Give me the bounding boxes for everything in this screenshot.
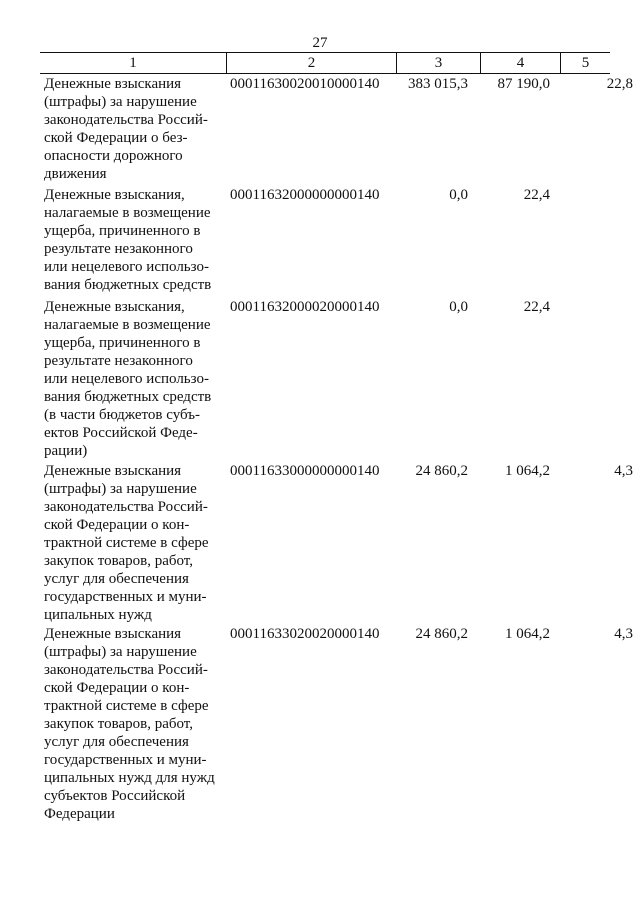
column-header-2: 2: [307, 55, 316, 71]
row-code: 00011633000000000140: [230, 463, 380, 479]
row-value-col3: 0,0: [449, 299, 468, 315]
row-value-col3: 383 015,3: [408, 76, 468, 92]
row-code: 00011632000000000140: [230, 187, 380, 203]
row-description: Денежные взыскания, налагаемые в возмещение ущерба, причиненного в результате незаконного или нецелевого использо- вания бюджетных средств (в части бюджетов субъ- ектов Российской Феде- рации): [44, 299, 212, 459]
row-value-col3: 24 860,2: [415, 463, 468, 479]
row-description: Денежные взыскания (штрафы) за нарушение законодательства Россий- ской Федерации о кон- трактной системе в сфере закупок товаров, работ, услуг для обеспечения государственных и муни- ципальных нужд для нужд субъектов Российской Федерации: [44, 626, 215, 822]
column-header-5: 5: [581, 55, 590, 71]
row-description: Денежные взыскания (штрафы) за нарушение законодательства Россий- ской Федерации о без- опасности дорожного движения: [44, 76, 208, 182]
row-value-col3: 24 860,2: [415, 626, 468, 642]
row-description: Денежные взыскания, налагаемые в возмещение ущерба, причиненного в результате незаконного или нецелевого использо- вания бюджетных средств: [44, 187, 212, 293]
row-value-col5: 4,3: [614, 626, 633, 642]
row-code: 00011632000020000140: [230, 299, 380, 315]
column-header-3: 3: [434, 55, 443, 71]
column-header-1: 1: [129, 55, 137, 71]
row-value-col3: 0,0: [449, 187, 468, 203]
row-code: 00011633020020000140: [230, 626, 380, 642]
row-value-col4: 1 064,2: [505, 626, 550, 642]
row-value-col4: 22,4: [523, 187, 550, 203]
page-number: 27: [312, 35, 328, 51]
row-value-col5: 4,3: [614, 463, 633, 479]
row-value-col4: 87 190,0: [497, 76, 550, 92]
table-column-header: [40, 52, 610, 74]
row-description: Денежные взыскания (штрафы) за нарушение законодательства Россий- ской Федерации о кон- трактной системе в сфере закупок товаров, работ, услуг для обеспечения государственных и муни- ципальных нужд: [44, 463, 209, 623]
row-value-col5: 22,8: [606, 76, 633, 92]
row-code: 00011630020010000140: [230, 76, 380, 92]
row-value-col4: 1 064,2: [505, 463, 550, 479]
column-header-4: 4: [516, 55, 525, 71]
row-value-col4: 22,4: [523, 299, 550, 315]
